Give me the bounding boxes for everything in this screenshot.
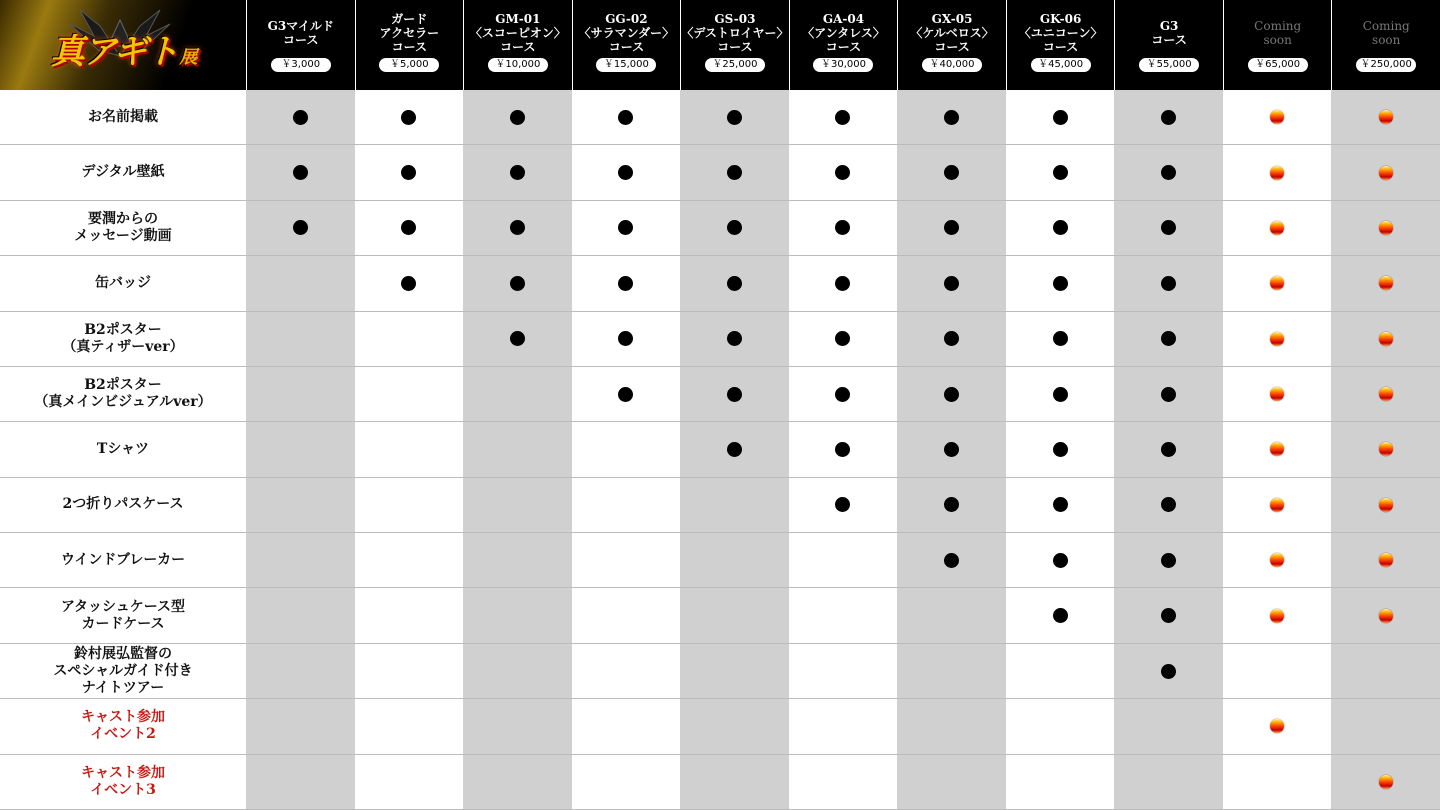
benefit-label: お名前掲載 <box>0 90 246 145</box>
course-price-badge: ￥45,000 <box>1031 58 1091 72</box>
black-dot-icon <box>1161 220 1176 235</box>
benefit-cell <box>246 367 355 422</box>
benefit-label: 缶バッジ <box>0 256 246 311</box>
benefit-cell <box>1331 533 1440 588</box>
course-name: G3 コース <box>1151 19 1187 47</box>
gradient-dot-icon <box>1270 332 1284 346</box>
benefit-cell <box>1331 201 1440 256</box>
course-price-badge: ￥5,000 <box>379 58 439 72</box>
black-dot-icon <box>1161 110 1176 125</box>
course-header-3 <box>463 0 572 90</box>
benefit-cell <box>463 90 572 145</box>
black-dot-icon <box>944 110 959 125</box>
benefit-cell <box>463 256 572 311</box>
gradient-dot-icon <box>1379 442 1393 456</box>
black-dot-icon <box>293 165 308 180</box>
benefit-label: Tシャツ <box>0 422 246 477</box>
black-dot-icon <box>1161 664 1176 679</box>
benefit-cell <box>1006 145 1115 200</box>
benefit-cell <box>897 201 1006 256</box>
black-dot-icon <box>510 165 525 180</box>
logo <box>0 0 246 90</box>
benefit-label: アタッシュケース型 カードケース <box>0 588 246 643</box>
benefit-label: B2ポスター （真メインビジュアルver） <box>0 367 246 422</box>
benefit-cell <box>897 533 1006 588</box>
course-header-7 <box>897 0 1006 90</box>
benefit-cell <box>1114 201 1223 256</box>
black-dot-icon <box>618 165 633 180</box>
benefit-cell <box>897 699 1006 754</box>
black-dot-icon <box>944 165 959 180</box>
benefit-cell <box>1223 367 1332 422</box>
benefit-cell <box>789 644 898 699</box>
benefit-cell <box>680 699 789 754</box>
benefit-cell <box>1223 422 1332 477</box>
black-dot-icon <box>944 553 959 568</box>
course-name: G3マイルド コース <box>267 19 334 47</box>
course-header-1 <box>246 0 355 90</box>
benefit-cell <box>572 367 681 422</box>
black-dot-icon <box>1161 165 1176 180</box>
black-dot-icon <box>835 387 850 402</box>
black-dot-icon <box>293 220 308 235</box>
benefit-cell <box>355 478 464 533</box>
gradient-dot-icon <box>1379 332 1393 346</box>
benefit-cell <box>1114 90 1223 145</box>
benefit-cell <box>897 256 1006 311</box>
black-dot-icon <box>1161 497 1176 512</box>
course-name: Coming soon <box>1254 19 1302 47</box>
benefit-cell <box>355 644 464 699</box>
benefit-cell <box>355 201 464 256</box>
black-dot-icon <box>618 276 633 291</box>
benefit-cell <box>1006 422 1115 477</box>
benefit-cell <box>463 367 572 422</box>
black-dot-icon <box>618 220 633 235</box>
black-dot-icon <box>727 220 742 235</box>
black-dot-icon <box>1053 165 1068 180</box>
black-dot-icon <box>1161 276 1176 291</box>
benefit-cell <box>572 755 681 810</box>
benefit-cell <box>1331 145 1440 200</box>
benefit-cell <box>572 699 681 754</box>
benefit-cell <box>246 90 355 145</box>
black-dot-icon <box>727 276 742 291</box>
black-dot-icon <box>944 276 959 291</box>
benefit-cell <box>355 367 464 422</box>
black-dot-icon <box>401 220 416 235</box>
benefit-cell <box>1006 533 1115 588</box>
benefit-cell <box>897 588 1006 643</box>
benefit-cell <box>246 755 355 810</box>
gradient-dot-icon <box>1270 276 1284 290</box>
benefit-cell <box>1114 755 1223 810</box>
benefit-label: デジタル壁紙 <box>0 145 246 200</box>
course-header-6 <box>789 0 898 90</box>
benefit-cell <box>246 644 355 699</box>
benefit-cell <box>1331 588 1440 643</box>
benefit-cell <box>1331 478 1440 533</box>
benefit-cell <box>897 312 1006 367</box>
benefit-cell <box>246 201 355 256</box>
benefit-cell <box>1006 644 1115 699</box>
benefit-cell <box>246 312 355 367</box>
benefit-cell <box>355 755 464 810</box>
black-dot-icon <box>727 442 742 457</box>
benefit-cell <box>1223 90 1332 145</box>
benefit-cell <box>1223 588 1332 643</box>
benefit-cell <box>789 699 898 754</box>
benefit-cell <box>572 478 681 533</box>
benefit-cell <box>463 201 572 256</box>
benefit-cell <box>897 422 1006 477</box>
benefit-cell <box>680 533 789 588</box>
course-price-badge: ￥15,000 <box>596 58 656 72</box>
benefit-cell <box>1114 422 1223 477</box>
benefit-label: 2つ折りパスケース <box>0 478 246 533</box>
benefit-cell <box>1006 699 1115 754</box>
black-dot-icon <box>944 442 959 457</box>
benefit-cell <box>1114 699 1223 754</box>
black-dot-icon <box>1053 110 1068 125</box>
benefit-cell <box>1223 312 1332 367</box>
gradient-dot-icon <box>1270 498 1284 512</box>
course-price-badge: ￥30,000 <box>813 58 873 72</box>
benefit-cell <box>897 644 1006 699</box>
benefit-cell <box>572 145 681 200</box>
benefit-cell <box>680 367 789 422</box>
benefit-cell <box>355 312 464 367</box>
benefit-cell <box>355 90 464 145</box>
logo-text: 真アギト 展 <box>50 31 196 72</box>
gradient-dot-icon <box>1379 221 1393 235</box>
benefit-cell <box>1331 312 1440 367</box>
benefit-cell <box>246 145 355 200</box>
benefit-cell <box>1331 256 1440 311</box>
benefit-cell <box>572 90 681 145</box>
benefit-cell <box>355 533 464 588</box>
gradient-dot-icon <box>1379 166 1393 180</box>
black-dot-icon <box>1053 331 1068 346</box>
benefit-cell <box>355 422 464 477</box>
black-dot-icon <box>1053 442 1068 457</box>
black-dot-icon <box>835 276 850 291</box>
course-name: GG-02 〈サラマンダー〉 コース <box>578 12 675 54</box>
black-dot-icon <box>293 110 308 125</box>
benefit-cell <box>897 90 1006 145</box>
gradient-dot-icon <box>1270 221 1284 235</box>
benefit-cell <box>1114 312 1223 367</box>
benefit-cell <box>680 256 789 311</box>
benefit-cell <box>355 588 464 643</box>
course-name: ガード アクセラー コース <box>379 12 440 54</box>
black-dot-icon <box>618 110 633 125</box>
black-dot-icon <box>727 331 742 346</box>
benefit-cell <box>789 478 898 533</box>
benefit-cell <box>680 90 789 145</box>
benefit-cell <box>1223 644 1332 699</box>
black-dot-icon <box>1053 497 1068 512</box>
gradient-dot-icon <box>1379 553 1393 567</box>
black-dot-icon <box>1053 276 1068 291</box>
black-dot-icon <box>1053 387 1068 402</box>
benefit-cell <box>1114 533 1223 588</box>
course-header-10 <box>1223 0 1332 90</box>
black-dot-icon <box>401 110 416 125</box>
black-dot-icon <box>401 276 416 291</box>
benefit-cell <box>572 256 681 311</box>
benefit-cell <box>572 201 681 256</box>
benefit-cell <box>1223 533 1332 588</box>
benefit-cell <box>897 755 1006 810</box>
benefit-cell <box>1006 90 1115 145</box>
course-name: GA-04 〈アンタレス〉 コース <box>802 12 885 54</box>
course-name: GS-03 〈デストロイヤー〉 コース <box>681 12 789 54</box>
course-price-badge: ￥10,000 <box>488 58 548 72</box>
benefit-cell <box>1006 367 1115 422</box>
course-price-badge: ￥3,000 <box>271 58 331 72</box>
gradient-dot-icon <box>1379 276 1393 290</box>
black-dot-icon <box>510 110 525 125</box>
gradient-dot-icon <box>1379 387 1393 401</box>
benefit-label: ウインドブレーカー <box>0 533 246 588</box>
benefit-cell <box>572 312 681 367</box>
benefit-cell <box>1006 755 1115 810</box>
benefit-cell <box>789 256 898 311</box>
benefit-cell <box>1114 256 1223 311</box>
benefit-cell <box>1114 644 1223 699</box>
black-dot-icon <box>618 387 633 402</box>
benefit-cell <box>1006 256 1115 311</box>
course-header-8 <box>1006 0 1115 90</box>
gradient-dot-icon <box>1379 110 1393 124</box>
benefit-cell <box>789 422 898 477</box>
benefit-cell <box>1223 755 1332 810</box>
black-dot-icon <box>835 331 850 346</box>
black-dot-icon <box>510 276 525 291</box>
benefit-cell <box>1114 478 1223 533</box>
black-dot-icon <box>727 110 742 125</box>
benefit-cell <box>1331 644 1440 699</box>
benefit-cell <box>1006 478 1115 533</box>
benefit-cell <box>1331 90 1440 145</box>
black-dot-icon <box>1161 608 1176 623</box>
black-dot-icon <box>835 165 850 180</box>
benefit-cell <box>1331 367 1440 422</box>
black-dot-icon <box>727 387 742 402</box>
benefit-cell <box>680 201 789 256</box>
black-dot-icon <box>944 331 959 346</box>
benefit-cell <box>572 422 681 477</box>
benefit-cell <box>789 588 898 643</box>
benefit-cell <box>463 699 572 754</box>
black-dot-icon <box>1161 387 1176 402</box>
benefit-cell <box>680 644 789 699</box>
benefit-label: 鈴村展弘監督の スペシャルガイド付き ナイトツアー <box>0 644 246 699</box>
benefit-cell <box>355 145 464 200</box>
course-header-11 <box>1331 0 1440 90</box>
gradient-dot-icon <box>1379 498 1393 512</box>
black-dot-icon <box>401 165 416 180</box>
gradient-dot-icon <box>1270 553 1284 567</box>
black-dot-icon <box>618 331 633 346</box>
course-name: GM-01 〈スコーピオン〉 コース <box>469 12 566 54</box>
black-dot-icon <box>1161 331 1176 346</box>
black-dot-icon <box>1053 553 1068 568</box>
black-dot-icon <box>510 331 525 346</box>
benefit-cell <box>680 422 789 477</box>
benefit-cell <box>1006 201 1115 256</box>
black-dot-icon <box>727 165 742 180</box>
gradient-dot-icon <box>1270 110 1284 124</box>
benefit-cell <box>1223 145 1332 200</box>
course-price-badge: ￥65,000 <box>1248 58 1308 72</box>
gradient-dot-icon <box>1379 609 1393 623</box>
benefit-cell <box>572 588 681 643</box>
benefit-cell <box>789 755 898 810</box>
black-dot-icon <box>1053 608 1068 623</box>
benefit-cell <box>789 145 898 200</box>
benefit-cell <box>1006 588 1115 643</box>
benefit-cell <box>463 145 572 200</box>
course-price-badge: ￥250,000 <box>1356 58 1416 72</box>
gradient-dot-icon <box>1270 166 1284 180</box>
benefit-label: キャスト参加 イベント3 <box>0 755 246 810</box>
benefit-cell <box>1006 312 1115 367</box>
benefit-cell <box>463 755 572 810</box>
benefit-cell <box>897 367 1006 422</box>
benefit-cell <box>463 588 572 643</box>
benefit-cell <box>789 90 898 145</box>
benefit-cell <box>463 644 572 699</box>
benefit-cell <box>246 256 355 311</box>
gradient-dot-icon <box>1270 442 1284 456</box>
benefit-cell <box>246 533 355 588</box>
benefit-cell <box>246 422 355 477</box>
benefit-cell <box>680 145 789 200</box>
course-header-4 <box>572 0 681 90</box>
benefit-cell <box>680 755 789 810</box>
benefit-cell <box>463 312 572 367</box>
benefit-cell <box>680 588 789 643</box>
benefit-cell <box>463 422 572 477</box>
benefit-cell <box>572 533 681 588</box>
black-dot-icon <box>835 110 850 125</box>
benefit-cell <box>463 533 572 588</box>
benefit-cell <box>680 312 789 367</box>
gradient-dot-icon <box>1270 609 1284 623</box>
benefit-cell <box>355 256 464 311</box>
course-header-2 <box>355 0 464 90</box>
black-dot-icon <box>944 220 959 235</box>
benefit-cell <box>1331 699 1440 754</box>
benefit-cell <box>1223 478 1332 533</box>
course-name: Coming soon <box>1362 19 1410 47</box>
course-price-badge: ￥40,000 <box>922 58 982 72</box>
black-dot-icon <box>835 497 850 512</box>
benefit-cell <box>463 478 572 533</box>
black-dot-icon <box>944 387 959 402</box>
black-dot-icon <box>1161 553 1176 568</box>
course-name: GK-06 〈ユニコーン〉 コース <box>1018 12 1103 54</box>
benefit-cell <box>1331 422 1440 477</box>
benefit-cell <box>897 478 1006 533</box>
black-dot-icon <box>835 442 850 457</box>
black-dot-icon <box>944 497 959 512</box>
benefit-cell <box>246 699 355 754</box>
gradient-dot-icon <box>1270 387 1284 401</box>
benefit-cell <box>1114 145 1223 200</box>
course-header-9 <box>1114 0 1223 90</box>
benefit-cell <box>789 533 898 588</box>
benefit-cell <box>1331 755 1440 810</box>
benefit-cell <box>246 588 355 643</box>
black-dot-icon <box>510 220 525 235</box>
benefit-cell <box>789 201 898 256</box>
gradient-dot-icon <box>1270 719 1284 733</box>
benefit-cell <box>1223 256 1332 311</box>
course-header-5 <box>680 0 789 90</box>
benefit-cell <box>246 478 355 533</box>
course-price-badge: ￥55,000 <box>1139 58 1199 72</box>
benefit-cell <box>789 367 898 422</box>
benefit-cell <box>680 478 789 533</box>
benefit-label: 要潤からの メッセージ動画 <box>0 201 246 256</box>
gradient-dot-icon <box>1379 775 1393 789</box>
course-name: GX-05 〈ケルベロス〉 コース <box>910 12 994 54</box>
benefit-cell <box>897 145 1006 200</box>
benefit-cell <box>1223 699 1332 754</box>
benefit-cell <box>789 312 898 367</box>
benefit-cell <box>355 699 464 754</box>
black-dot-icon <box>1053 220 1068 235</box>
benefit-cell <box>1114 367 1223 422</box>
benefit-label: キャスト参加 イベント2 <box>0 699 246 754</box>
benefit-label: B2ポスター （真ティザーver） <box>0 312 246 367</box>
benefit-cell <box>572 644 681 699</box>
black-dot-icon <box>835 220 850 235</box>
black-dot-icon <box>1161 442 1176 457</box>
course-price-badge: ￥25,000 <box>705 58 765 72</box>
benefit-cell <box>1223 201 1332 256</box>
benefit-cell <box>1114 588 1223 643</box>
